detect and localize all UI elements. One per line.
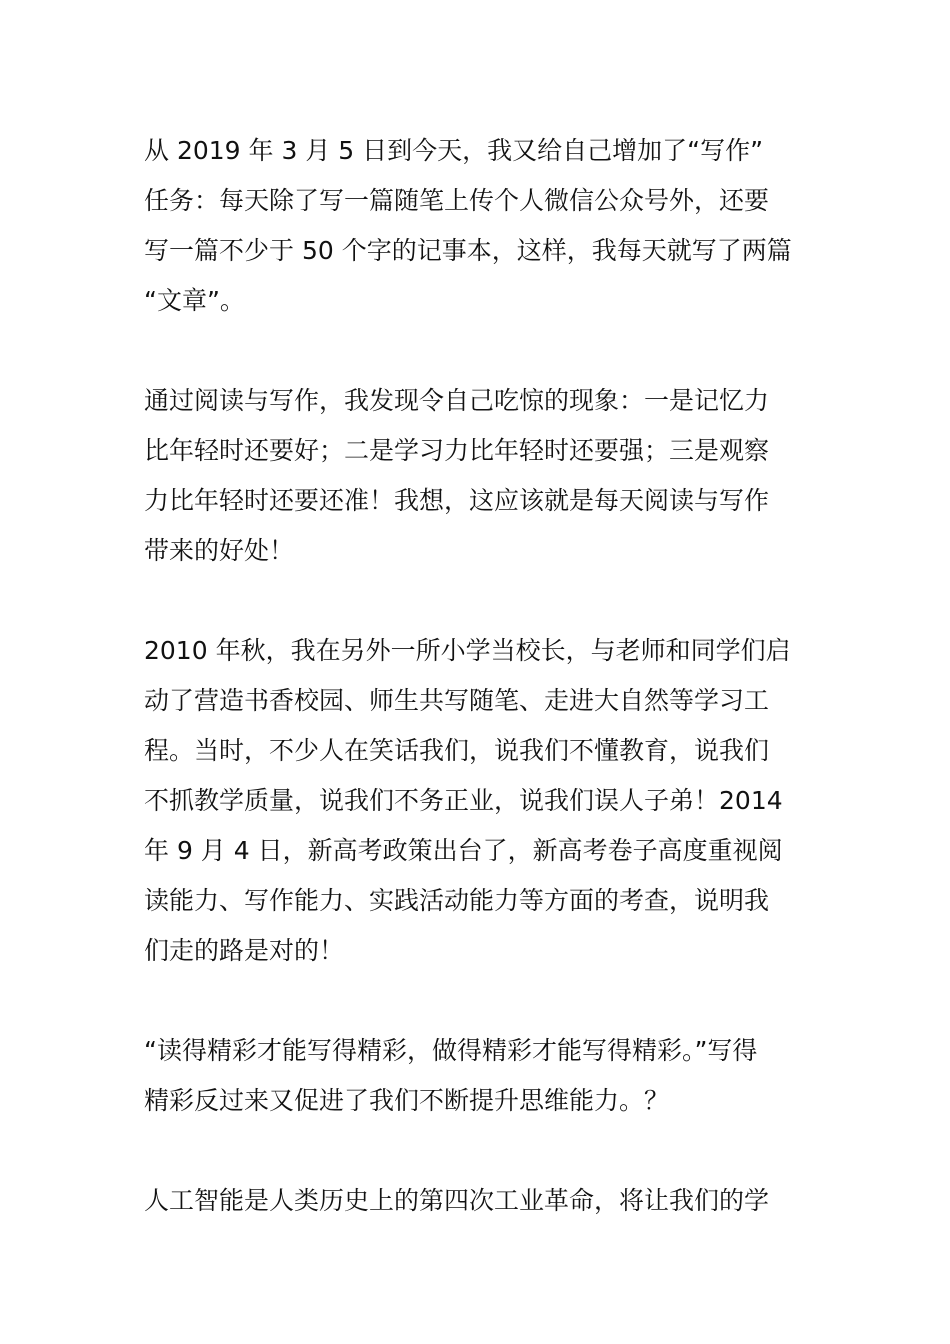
- text-line: 任务：每天除了写一篇随笔上传个人微信公众号外，还要: [144, 186, 770, 215]
- text-line: 人工智能是人类历史上的第四次工业革命，将让我们的学: [144, 1186, 770, 1215]
- text-line: 精彩反过来又促进了我们不断提升思维能力。？: [144, 1086, 670, 1115]
- text-line: 带来的好处！: [144, 536, 295, 565]
- text-line: “文章”。: [144, 286, 245, 315]
- text-line: 年 9 月 4 日，新高考政策出台了，新高考卷子高度重视阅: [144, 836, 783, 865]
- paragraph-school-history: [144, 626, 808, 976]
- text-line: 2010 年秋，我在另外一所小学当校长，与老师和同学们启: [144, 636, 791, 665]
- text-line: 从 2019 年 3 月 5 日到今天，我又给自己增加了“写作”: [144, 136, 764, 165]
- paragraph-reading-benefits: [144, 376, 808, 576]
- text-line: 们走的路是对的！: [144, 936, 345, 965]
- text-line: 比年轻时还要好；二是学习力比年轻时还要强；三是观察: [144, 436, 770, 465]
- text-line: 不抓教学质量，说我们不务正业，说我们误人子弟！2014: [144, 786, 783, 815]
- text-line: 写一篇不少于 50 个字的记事本，这样，我每天就写了两篇: [144, 236, 792, 265]
- text-line: “读得精彩才能写得精彩，做得精彩才能写得精彩。”写得: [144, 1036, 758, 1065]
- paragraph-quote: [144, 1026, 808, 1126]
- text-line: 动了营造书香校园、师生共写随笔、走进大自然等学习工: [144, 686, 770, 715]
- paragraph-writing-task: [144, 126, 808, 326]
- paragraph-ai: [144, 1176, 808, 1226]
- text-line: 通过阅读与写作，我发现令自己吃惊的现象：一是记忆力: [144, 386, 770, 415]
- text-line: 读能力、写作能力、实践活动能力等方面的考查，说明我: [144, 886, 770, 915]
- document-body: [144, 126, 808, 1276]
- text-line: 程。当时，不少人在笑话我们，说我们不懂教育，说我们: [144, 736, 770, 765]
- text-line: 力比年轻时还要还准！我想，这应该就是每天阅读与写作: [144, 486, 770, 515]
